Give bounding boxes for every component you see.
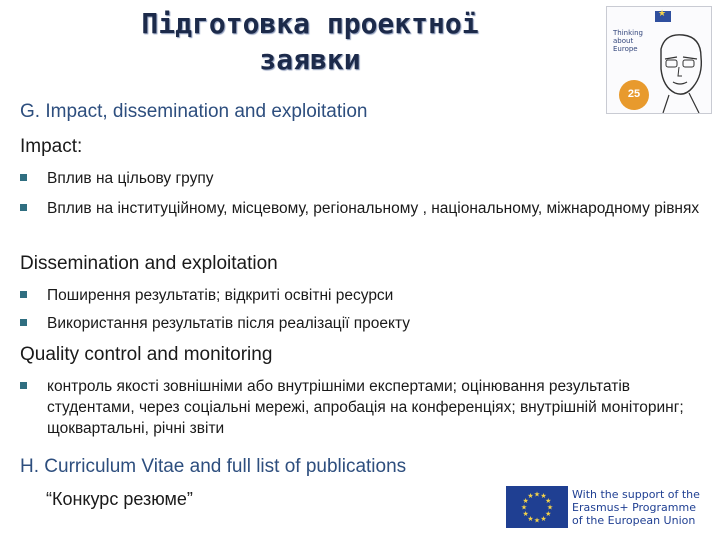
eu-star-icon: ★ [545, 498, 552, 505]
erasmus-logo-line-2: Erasmus+ Programme [572, 501, 696, 514]
eu-stars-icon [506, 486, 568, 528]
anniversary-badge: 25 [619, 80, 649, 110]
eu-star-icon: ★ [540, 515, 547, 523]
list-item [20, 376, 700, 439]
section-g-title: G. Impact, dissemination and exploitation [20, 101, 368, 122]
cover-text-line-2: about [613, 37, 634, 45]
list-item [20, 313, 700, 334]
eu-flag-icon [655, 11, 671, 22]
page-title [90, 6, 530, 78]
list-item [20, 168, 700, 189]
eu-star-icon: ★ [533, 491, 541, 499]
list-item-text: Поширення результатів; відкриті освітні ресурси [47, 287, 394, 304]
impact-label: Impact: [20, 136, 83, 157]
quality-label: Quality control and monitoring [20, 344, 273, 365]
eu-star-icon: ★ [522, 511, 529, 518]
book-cover-image [606, 6, 712, 114]
eu-star-icon: ★ [527, 493, 534, 501]
bullet-square-icon [20, 319, 27, 326]
eu-star-icon: ★ [545, 511, 552, 518]
eu-star-icon: ★ [533, 517, 541, 525]
section-h-subtitle: “Конкурс резюме” [46, 489, 193, 509]
erasmus-logo [506, 486, 706, 528]
eu-star-icon: ★ [540, 493, 547, 501]
list-item-text: Використання результатів після реалізації проекту [47, 315, 410, 332]
list-item [20, 285, 700, 306]
list-item [20, 198, 700, 219]
list-item-text: Вплив на інституційному, місцевому, регіональному , національному, міжнародному рівнях [47, 200, 700, 217]
eu-star-icon: ★ [522, 498, 529, 505]
bullet-square-icon [20, 174, 27, 181]
eu-flag-icon [506, 486, 568, 528]
bullet-square-icon [20, 204, 27, 211]
cover-text-line-3: Europe [613, 45, 638, 53]
cover-text-line-1: Thinking [613, 29, 643, 37]
title-line-1: Підготовка проектної [141, 7, 479, 40]
erasmus-logo-text [572, 488, 700, 527]
eu-star-icon: ★ [527, 515, 534, 523]
erasmus-logo-line-3: of the European Union [572, 514, 696, 527]
eu-star-icon: ★ [520, 504, 528, 512]
eu-star-icon: ★ [546, 504, 554, 512]
dissemination-label: Dissemination and exploitation [20, 253, 278, 274]
erasmus-logo-line-1: With the support of the [572, 488, 700, 501]
list-item-text: Вплив на цільову групу [47, 170, 214, 187]
cover-text [613, 29, 643, 53]
bullet-square-icon [20, 291, 27, 298]
list-item-text: контроль якості зовнішніми або внутрішніми експертами; оцінювання результатів студентами, через соціальні мережі, апробація на конференціях; внутрішній моніторинг; щоквартальні, річні звіти [47, 378, 684, 437]
section-h-title: H. Curriculum Vitae and full list of publications [20, 456, 407, 477]
bullet-square-icon [20, 382, 27, 389]
title-line-2: заявки [259, 43, 361, 76]
portrait-sketch-icon [649, 29, 709, 113]
